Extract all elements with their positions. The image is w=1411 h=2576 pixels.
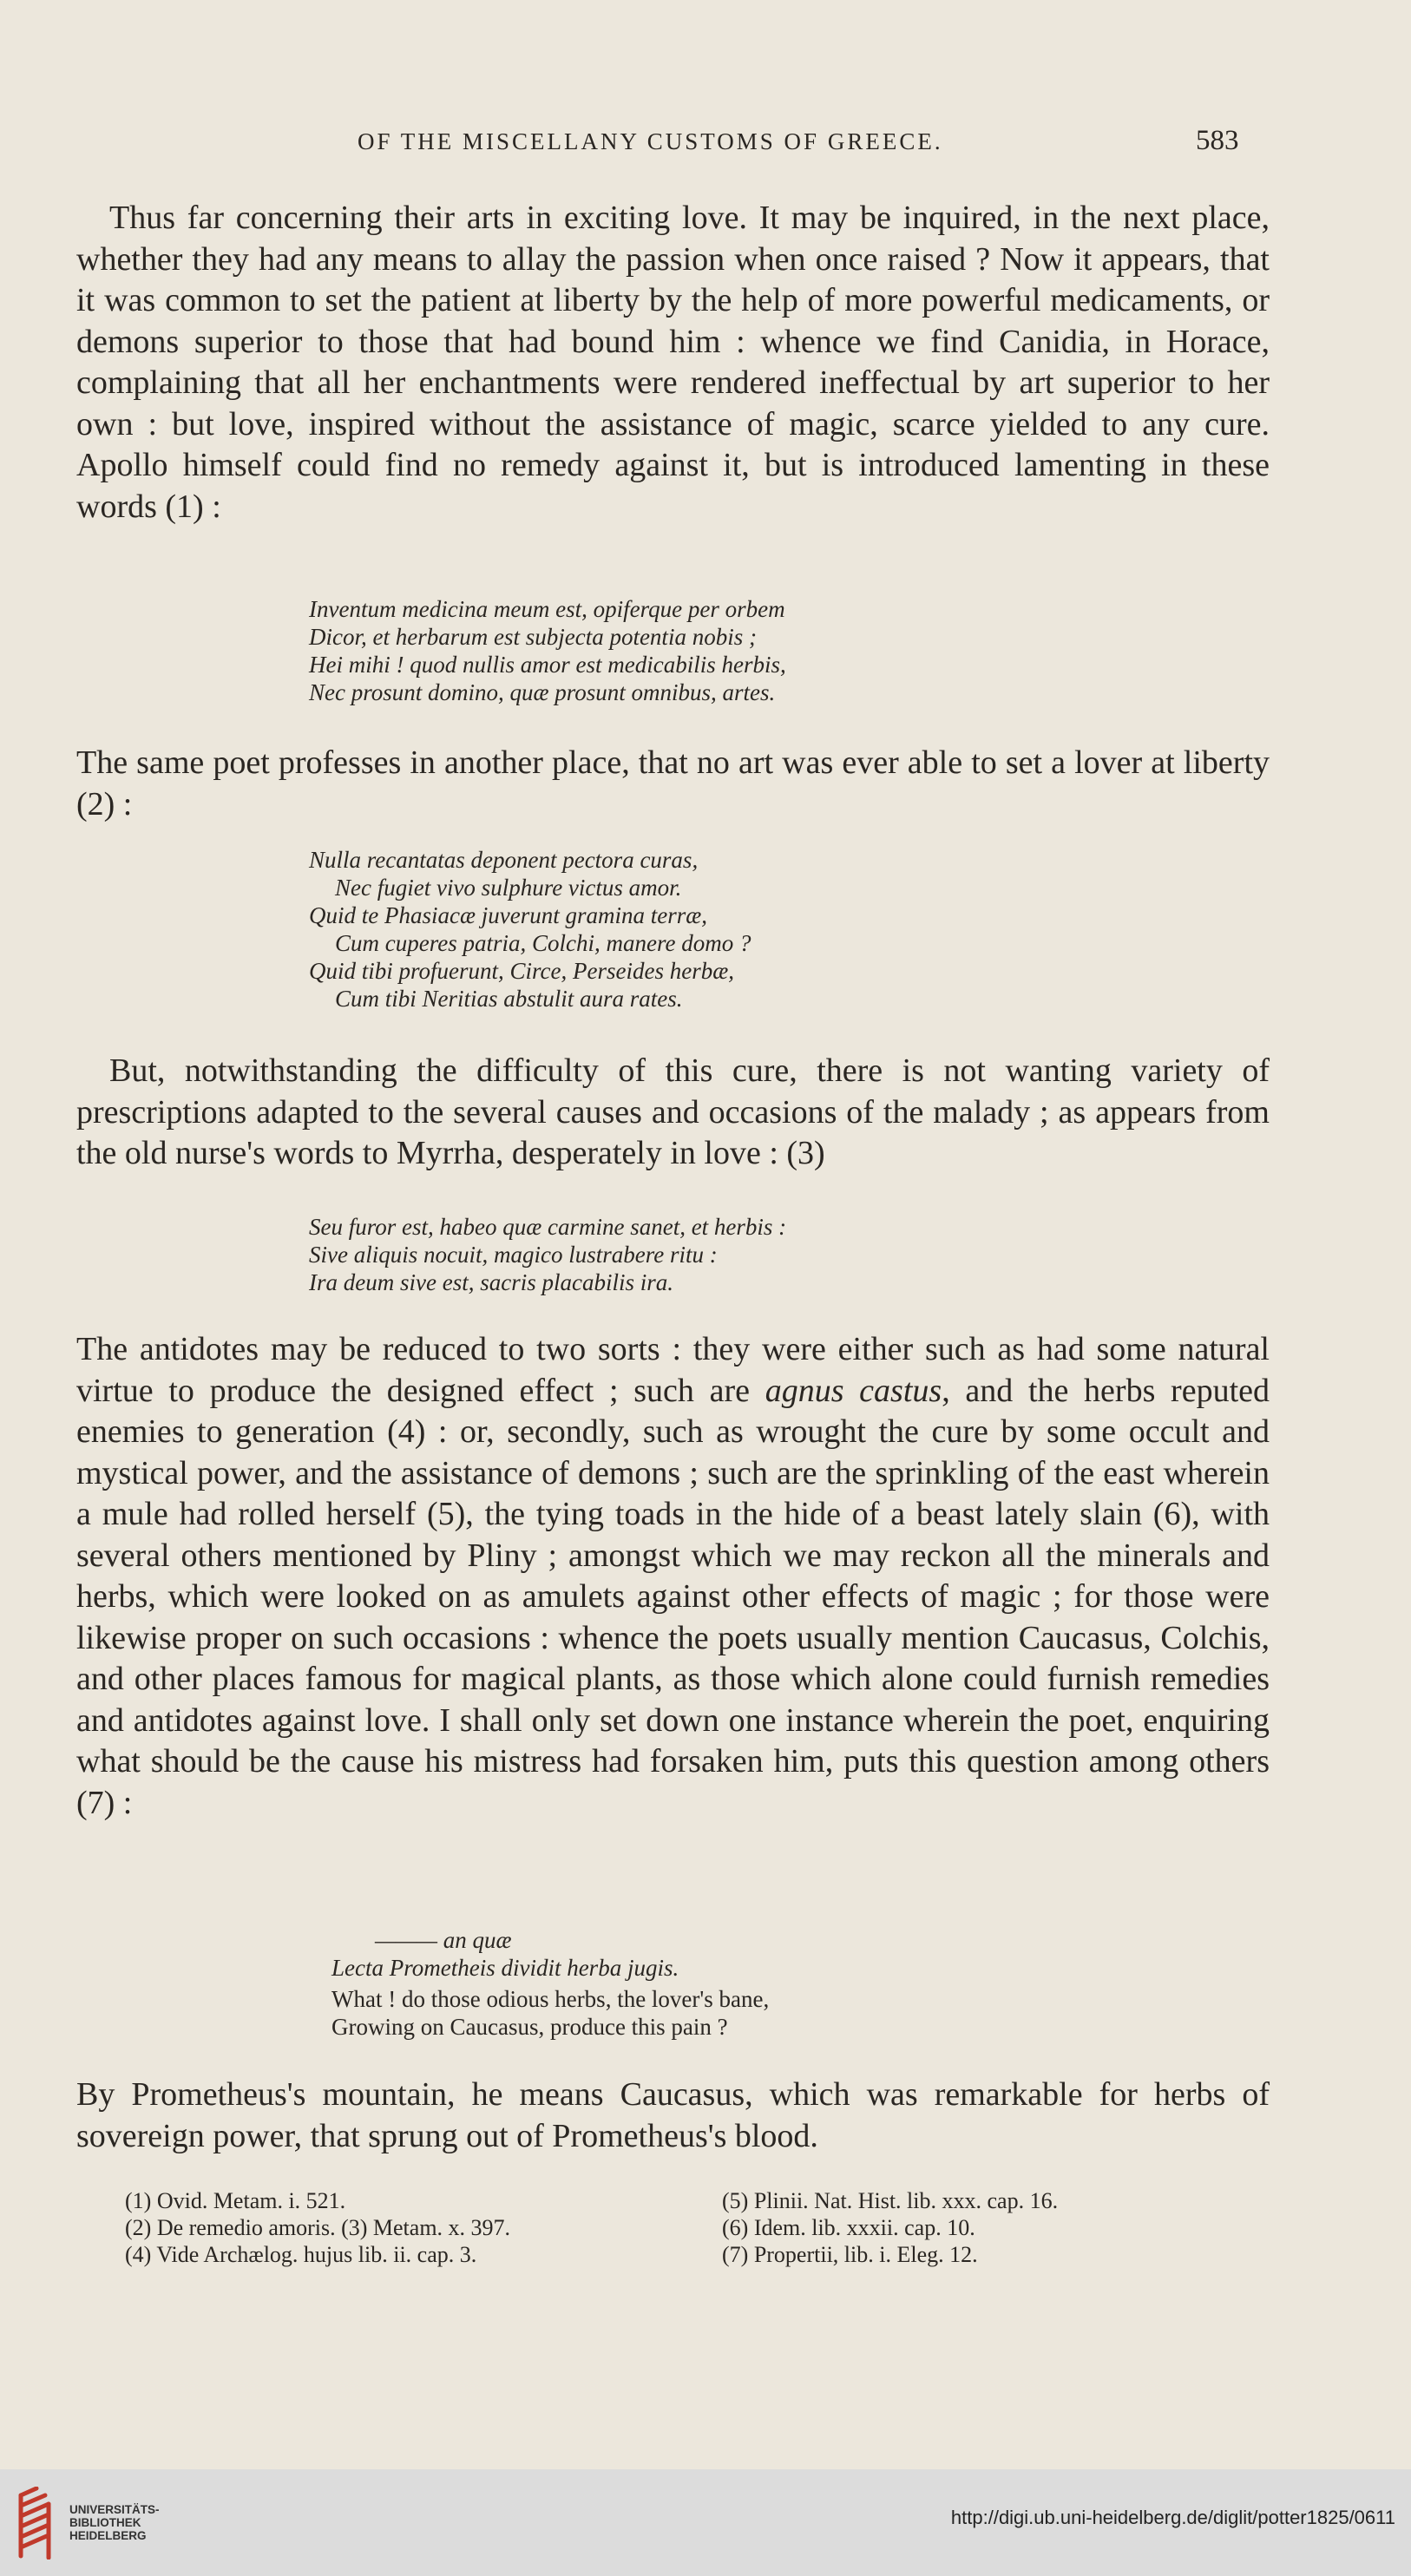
footnote: (7) Propertii, lib. i. Eleg. 12. [722,2242,978,2267]
paragraph-4 [76,1329,1270,1824]
library-name-line: UNIVERSITÄTS- [69,2503,160,2516]
footnote: (6) Idem. lib. xxxii. cap. 10. [722,2215,975,2240]
paragraph-2-text: The same poet professes in another place, that no art was ever able to set a lover at liberty (2) : [76,744,1270,823]
verse-line: Cum cuperes patria, Colchi, manere domo ? [335,930,751,956]
footnote: (5) Plinii. Nat. Hist. lib. xxx. cap. 16. [722,2188,1059,2213]
verse-line: Dicor, et herbarum est subjecta potentia nobis ; [309,624,757,650]
footnote: (2) De remedio amoris. (3) Metam. x. 397. [125,2215,511,2240]
footnotes-right [722,2187,1058,2268]
verse-quote-3 [309,1213,786,1296]
verse-quote-1 [309,595,786,706]
verse-quote-2 [309,846,751,1013]
library-name-line: HEIDELBERG [69,2529,147,2542]
verse-line: Sive aliquis nocuit, magico lustrabere ritu : [309,1242,718,1268]
running-header [0,125,1411,163]
paragraph-5-text: By Prometheus's mountain, he means Caucasus, which was remarkable for herbs of sovereign power, that sprung out of Prometheus's blood. [76,2076,1270,2154]
footnotes-left [125,2187,510,2268]
verse-line: Lecta Prometheis dividit herba jugis. [331,1955,679,1981]
verse-quote-4 [331,1926,769,2041]
verse-line: Quid te Phasiacæ juverunt gramina terræ, [309,902,707,928]
footnote: (1) Ovid. Metam. i. 521. [125,2188,346,2213]
paragraph-1 [76,198,1270,528]
verse-line: Nulla recantatas deponent pectora curas, [309,847,699,873]
verse-line: Inventum medicina meum est, opiferque per orbem [309,596,785,622]
verse-line: Nec prosunt domino, quæ prosunt omnibus, artes. [309,679,776,705]
verse-line: ——— an quæ [375,1927,512,1953]
translation-line: What ! do those odious herbs, the lover's bane, [331,1986,770,2012]
source-url-link[interactable]: http://digi.ub.uni-heidelberg.de/diglit/potter1825/0611 [950,2507,1395,2528]
paragraph-3-text: But, notwithstanding the difficulty of this cure, there is not wanting variety of prescriptions adapted to the several causes and occasions of the malady ; as appears from the old nurse's words to Myrrha, desperately in love : (3) [76,1052,1270,1171]
library-name [69,2503,160,2542]
page-number: 583 [1196,125,1239,156]
paragraph-1-text: Thus far concerning their arts in exciting love. It may be inquired, in the next place, whether they had any means to allay the passion when once raised ? Now it appears, that it was common to set the patient at liberty by the help of more powerful medicaments, or demons superior to those that had bound him : whence we find Canidia, in Horace, complaining that all her enchantments were rendered ineffectual by art superior to her own : but love, inspired without the assistance of magic, scarce yielded to any cure. Apollo himself could find no remedy against it, but is introduced lamenting in these words (1) : [76,200,1270,525]
translation-line: Growing on Caucasus, produce this pain ? [331,2014,728,2040]
verse-line: Hei mihi ! quod nullis amor est medicabilis herbis, [309,652,786,678]
paragraph-2 [76,743,1270,825]
verse-line: Ira deum sive est, sacris placabilis ira. [309,1269,673,1295]
verse-line: Nec fugiet vivo sulphure victus amor. [335,875,682,901]
verse-line: Seu furor est, habeo quæ carmine sanet, et herbis : [309,1214,787,1240]
library-name-line: BIBLIOTHEK [69,2516,141,2529]
paragraph-5 [76,2075,1270,2157]
paragraph-4-text-cont: , and the herbs reputed enemies to generation (4) : or, secondly, such as wrought the cure by some occult and mystical power, and the assistance of demons ; such are the sprinkling of the east wherein a mule had rolled herself (5), the tying toads in the hide of a beast lately slain (6), with several others mentioned by Pliny ; amongst which we may reckon all the minerals and herbs, which were looked on as amulets against other effects of magic ; for those were likewise proper on such occasions : whence the poets usually mention Caucasus, Colchis, and other places famous for magical plants, as those which alone could furnish remedies and antidotes against love. I shall only set down one instance wherein the poet, enquiring what should be the cause his mistress had forsaken him, puts this question among others (7) : [76,1372,1270,1821]
paragraph-3 [76,1051,1270,1175]
footnote: (4) Vide Archælog. hujus lib. ii. cap. 3. [125,2242,477,2267]
running-title: OF THE MISCELLANY CUSTOMS OF GREECE. [358,128,943,154]
paragraph-4-text: The antidotes may be reduced to two sorts : they were either such as had some natural virtue to produce the designed effect ; such are [76,1331,1270,1409]
verse-line: Cum tibi Neritias abstulit aura rates. [335,986,683,1012]
university-library-logo-icon [14,2487,56,2560]
paragraph-4-italic-term: agnus castus [765,1372,942,1409]
verse-line: Quid tibi profuerunt, Circe, Perseides herbæ, [309,958,734,984]
